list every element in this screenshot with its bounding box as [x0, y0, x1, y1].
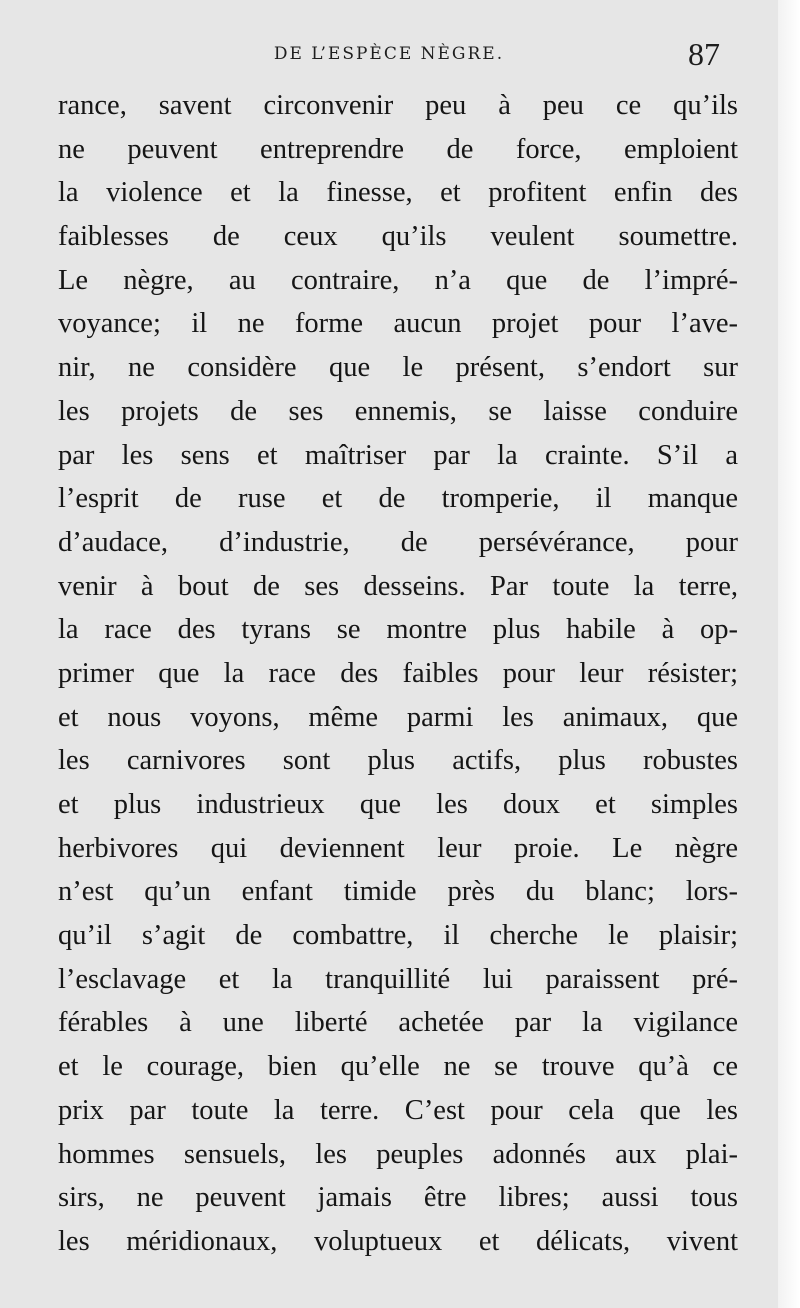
page-number: 87: [688, 36, 720, 72]
text-line: ne peuvent entreprendre de force, emploient: [58, 133, 738, 165]
text-line: rance, savent circonvenir peu à peu ce qu’ils: [58, 90, 738, 121]
text-line: et nous voyons, même parmi les animaux, que: [58, 701, 738, 733]
text-line: et le courage, bien qu’elle ne se trouve qu’à ce: [58, 1051, 738, 1083]
text-line: les carnivores sont plus actifs, plus robustes: [58, 745, 738, 777]
text-line: voyance; il ne forme aucun projet pour l’ave-: [58, 308, 738, 340]
text-line: par les sens et maîtriser par la crainte. S’il a: [58, 439, 738, 471]
text-line: les méridionaux, voluptueux et délicats, vivent: [58, 1225, 738, 1257]
text-line: Le nègre, au contraire, n’a que de l’impré-: [58, 264, 738, 296]
text-line: l’esclavage et la tranquillité lui paraissent pré-: [58, 963, 738, 995]
text-line: hommes sensuels, les peuples adonnés aux plai-: [58, 1138, 738, 1170]
page-edge: [778, 0, 800, 1308]
text-line: prix par toute la terre. C’est pour cela que les: [58, 1094, 738, 1126]
running-title: DE L’ESPÈCE NÈGRE.: [273, 44, 505, 64]
text-line: faiblesses de ceux qu’ils veulent soumettre.: [58, 221, 738, 253]
text-line: les projets de ses ennemis, se laisse conduire: [58, 395, 738, 427]
text-line: et plus industrieux que les doux et simples: [58, 789, 738, 820]
text-line: d’audace, d’industrie, de persévérance, pour: [58, 526, 738, 558]
text-line: la race des tyrans se montre plus habile à op-: [58, 614, 738, 646]
text-line: n’est qu’un enfant timide près du blanc; lors-: [58, 876, 738, 908]
text-line: primer que la race des faibles pour leur résister;: [58, 657, 738, 689]
body-text: [58, 84, 738, 1264]
text-line: qu’il s’agit de combattre, il cherche le plaisir;: [58, 920, 738, 952]
text-line: l’esprit de ruse et de tromperie, il manque: [58, 483, 738, 515]
text-line: nir, ne considère que le présent, s’endort sur: [58, 352, 738, 384]
text-line: la violence et la finesse, et profitent enfin des: [58, 177, 738, 209]
text-line: herbivores qui deviennent leur proie. Le nègre: [58, 832, 738, 864]
text-line: sirs, ne peuvent jamais être libres; aussi tous: [58, 1182, 738, 1214]
text-line: férables à une liberté achetée par la vigilance: [58, 1007, 738, 1039]
text-line: venir à bout de ses desseins. Par toute la terre,: [58, 570, 738, 602]
